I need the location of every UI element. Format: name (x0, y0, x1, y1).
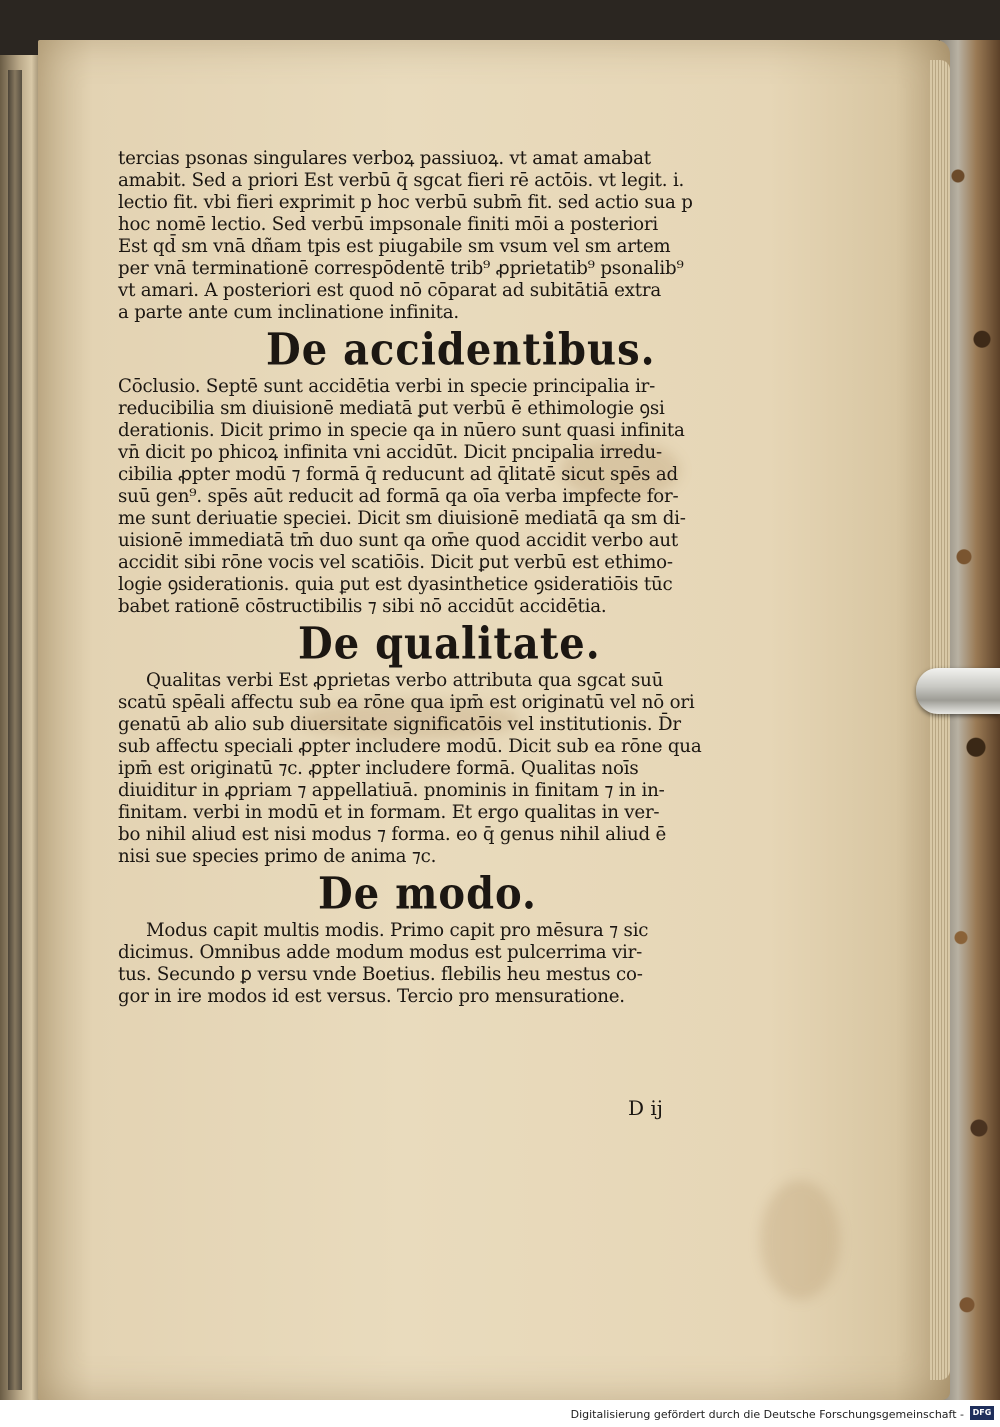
text-line: Modus capit multis modis. Primo capit pro mēsura ⁊ sic (146, 920, 649, 941)
text-line: reducibilia sm diuisionē mediatā ꝑut verbū ē ethimologie ꝯsi (118, 398, 665, 419)
text-line: sub affectu speciali ꝓpter includere modū. Dicit sub ea rōne qua (118, 736, 702, 757)
text-line: scatū spēali affectu sub ea rōne qua ipm̄ est originatū vel nō ori (118, 692, 695, 713)
text-line: babet rationē cōstructibilis ⁊ sibi nō accidūt accidētia. (118, 596, 607, 617)
text-line: hoc nomē lectio. Sed verbū impsonale finiti mōi a posteriori (118, 214, 658, 235)
page-edges (930, 60, 950, 1380)
text-line: tus. Secundo ꝑ versu vnde Boetius. flebilis heu mestus co- (118, 964, 643, 985)
text-line: vn̄ dicit po phicoꝝ infinita vni accidūt. Dicit pncipalia irredu- (118, 442, 662, 463)
text-line: genatū ab alio sub diuersitate significatōis vel institutionis. D̄r (118, 714, 681, 735)
text-line: tercias psonas singulares verboꝝ passiuoꝝ. vt amat amabat (118, 148, 651, 169)
text-line: ipm̄ est originatū ⁊c. ꝓpter includere formā. Qualitas noīs (118, 758, 639, 779)
text-line: cibilia ꝓpter modū ⁊ formā q̄ reducunt ad q̄litatē sicut spēs ad (118, 464, 678, 485)
text-line: lectio fit. vbi fieri exprimit p hoc verbū subm̄ fit. sed actio sua p (118, 192, 693, 213)
text-line: vt amari. A posteriori est quod nō cōparat ad subitātiā extra (118, 280, 661, 301)
text-line: bo nihil aliud est nisi modus ⁊ forma. eo q̄ genus nihil aliud ē (118, 824, 667, 845)
book-gutter (8, 70, 22, 1390)
text-line: me sunt deriuatie speciei. Dicit sm diuisionē mediatā qa sm di- (118, 508, 686, 529)
section-heading: De accidentibus. (266, 323, 656, 376)
text-line: suū gen⁹. spēs aūt reducit ad formā qa oīa verba impfecte for- (118, 486, 679, 507)
foxing-stain (760, 1180, 840, 1300)
text-line: dicimus. Omnibus adde modum modus est pulcerrima vir- (118, 942, 643, 963)
text-line: gor in ire modos id est versus. Tercio pro mensuratione. (118, 986, 625, 1007)
text-line: Cōclusio. Septē sunt accidētia verbi in specie principalia ir- (118, 376, 656, 397)
text-line: per vnā terminationē correspōdentē trib⁹ ꝓprietatib⁹ psonalib⁹ (118, 258, 684, 279)
text-line: finitam. verbi in modū et in formam. Et ergo qualitas in ver- (118, 802, 660, 823)
text-line: a parte ante cum inclinatione infinita. (118, 302, 459, 323)
text-line: Est qd̄ sm vnā dñam tpis est piugabile sm vsum vel sm artem (118, 236, 671, 257)
glass-page-weight (916, 668, 1000, 714)
section-heading: De qualitate. (298, 617, 601, 670)
text-line: accidit sibi rōne vocis vel scatiōis. Dicit ꝑut verbū est ethimo- (118, 552, 673, 573)
text-line: Qualitas verbi Est ꝓprietas verbo attributa qua sgcat suū (146, 670, 664, 691)
text-line: derationis. Dicit primo in specie qa in nūero sunt quasi infinita (118, 420, 685, 441)
footer-credit: Digitalisierung gefördert durch die Deutsche Forschungsgemeinschaft - (570, 1408, 964, 1421)
section-heading: De modo. (318, 867, 537, 920)
catchword: D ij (628, 1096, 663, 1120)
text-line: diuiditur in ꝓpriam ⁊ appellatiuā. pnominis in finitam ⁊ in in- (118, 780, 665, 801)
text-line: logie ꝯsiderationis. quia ꝑut est dyasinthetice ꝯsideratiōis tūc (118, 574, 673, 595)
text-line: nisi sue species primo de anima ⁊c. (118, 846, 437, 867)
text-line: amabit. Sed a priori Est verbū q̄ sgcat fieri rē actōis. vt legit. i. (118, 170, 685, 191)
printed-text-block (118, 148, 734, 1008)
text-line: uisionē immediatā tm̄ duo sunt qa om̄e quod accidit verbo aut (118, 530, 678, 551)
dfg-logo: DFG (970, 1406, 994, 1420)
